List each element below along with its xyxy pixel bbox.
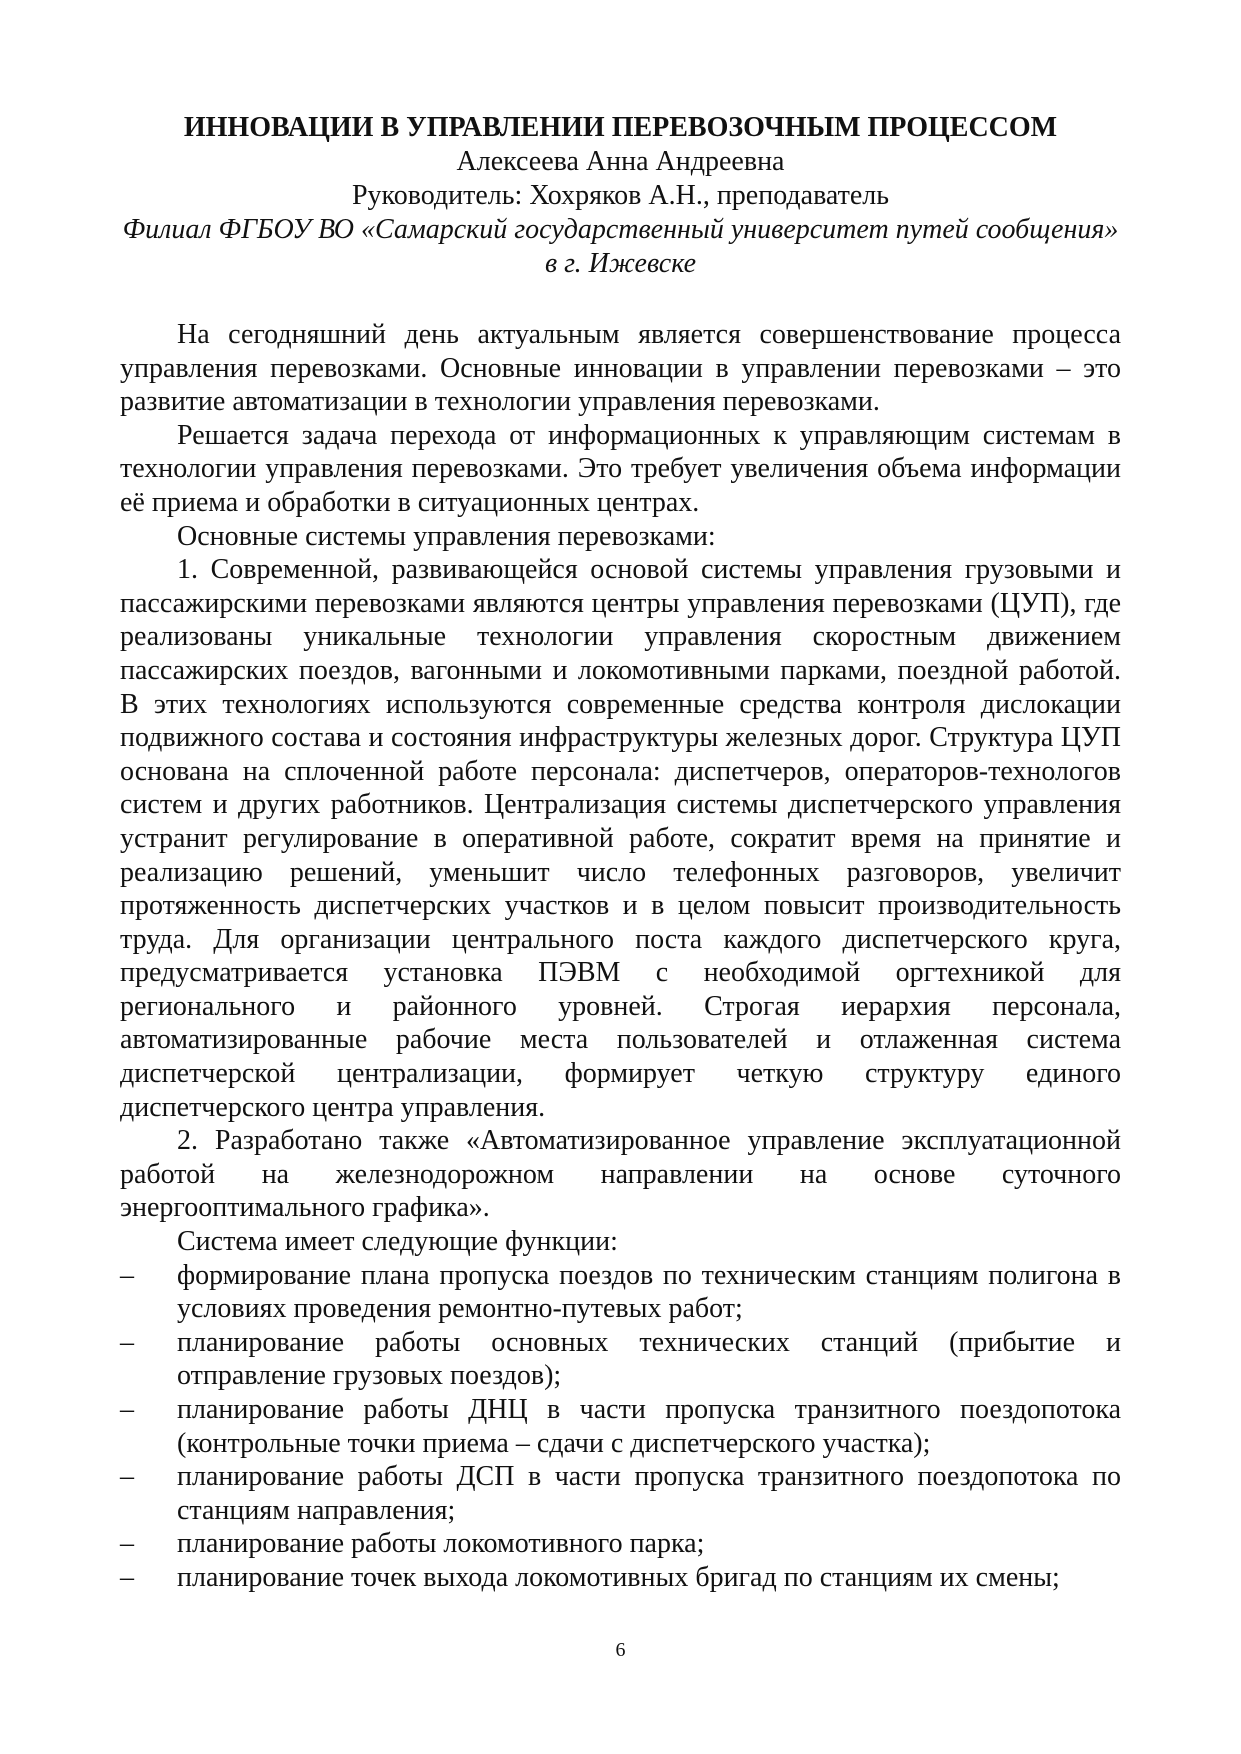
paragraph: Основные системы управления перевозками:	[177, 520, 716, 552]
list-item-text: планирование работы ДСП в части пропуска транзитного поездопотока по станциям направления;	[177, 1461, 1121, 1526]
list-item	[120, 1326, 1121, 1393]
paragraph: 2. Разработано также «Автоматизированное управление эксплуатационной работой на железнодорожном направлении на основе суточного энергооптимального графика».	[120, 1125, 1121, 1224]
list-item-text: формирование плана пропуска поездов по техническим станциям полигона в условиях проведения ремонтно-путевых работ;	[177, 1259, 1121, 1325]
author-name: Алексеева Анна Андреевна	[456, 146, 785, 177]
list-item-text: планирование работы локомотивного парка;	[177, 1528, 705, 1560]
list-item-text: планирование работы ДНЦ в части пропуска транзитного поездопотока (контрольные точки приема – сдачи с диспетчерского участка);	[177, 1394, 1121, 1459]
page-number: 6	[615, 1639, 626, 1661]
list-item-text: планирование точек выхода локомотивных бригад по станциям их смены;	[177, 1561, 1060, 1593]
list-item	[120, 1460, 1121, 1527]
paragraph: Система имеет следующие функции:	[177, 1226, 618, 1258]
list-item	[120, 1561, 1121, 1595]
paragraph: На сегодняшний день актуальным является совершенствование процесса управления перевозками. Основные инновации в управлении перевозками – это развитие автоматизации в технологии управления перевозками.	[120, 319, 1121, 418]
list-dash: –	[120, 1528, 134, 1560]
list-item	[120, 1527, 1121, 1561]
list-dash: –	[120, 1326, 134, 1358]
article-body	[120, 318, 1121, 1595]
list-item-text: планирование работы основных технических станций (прибытие и отправление грузовых поездов);	[177, 1326, 1121, 1392]
list-dash: –	[120, 1461, 134, 1493]
article-header	[120, 111, 1121, 281]
list-dash: –	[120, 1561, 134, 1593]
affiliation-line: Филиал ФГБОУ ВО «Самарский государственный университет путей сообщения» в г. Ижевске	[122, 214, 1119, 279]
list-dash: –	[120, 1394, 134, 1425]
supervisor-line: Руководитель: Хохряков А.Н., преподаватель	[351, 180, 890, 211]
article-title: ИННОВАЦИИ В УПРАВЛЕНИИ ПЕРЕВОЗОЧНЫМ ПРОЦЕССОМ	[183, 112, 1058, 143]
list-item	[120, 1259, 1121, 1326]
functions-list	[120, 1259, 1121, 1595]
paragraph: Решается задача перехода от информационных к управляющим системам в технологии управления перевозками. Это требует увеличения объема информации её приема и обработки в ситуационных центрах.	[120, 419, 1121, 518]
list-dash: –	[120, 1259, 134, 1291]
paragraph: 1. Современной, развивающейся основой системы управления грузовыми и пассажирскими перевозками являются центры управления перевозками (ЦУП), где реализованы уникальные технологии управления скоростным движением пассажирских поездов, вагонными и локомотивными парками, поездной работой. В этих технологиях используются современные средства контроля дислокации подвижного состава и состояния инфраструктуры железных дорог. Структура ЦУП основана на сплоченной работе персонала: диспетчеров, операторов-технологов систем и других работников. Централизация системы диспетчерского управления устранит регулирование в оперативной работе, сократит время на принятие и реализацию решений, уменьшит число телефонных разговоров, увеличит протяженность диспетчерских участков и в целом повысит производительность труда. Для организации центрального поста каждого диспетчерского круга, предусматривается установка ПЭВМ с необходимой оргтехникой для регионального и районного уровней. Строгая иерархия персонала, автоматизированные рабочие места пользователей и отлаженная система диспетчерской централизации, формирует четкую структуру единого диспетчерского центра управления.	[120, 554, 1121, 1123]
list-item	[120, 1393, 1121, 1460]
